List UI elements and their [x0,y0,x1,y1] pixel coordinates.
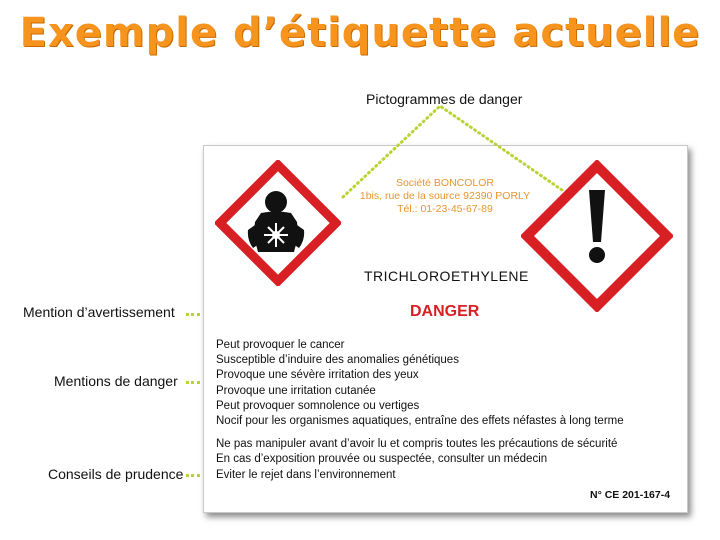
signal-word: DANGER [410,303,480,320]
company-address: 1bis, rue de la source 92390 PORLY [359,190,531,202]
health-hazard-pictogram [215,160,341,286]
company-phone: Tél.: 01-23-45-67-89 [397,203,493,215]
precautionary-statements-annotation: Conseils de prudence [48,466,184,482]
signal-word-annotation: Mention d’avertissement [23,304,175,320]
pictograms-annotation: Pictogrammes de danger [366,91,523,107]
hazard-statement: Peut provoquer somnolence ou vertiges [216,399,420,412]
hazard-statement: Provoque une sévère irritation des yeux [216,369,419,382]
hazard-statement: Peut provoquer le cancer [216,339,345,351]
page-title: Exemple d’étiquette actuelle [19,10,701,56]
hazard-statement: Nocif pour les organismes aquatiques, entraîne des effets néfastes à long terme [216,415,624,428]
substance-name: TRICHLOROETHYLENE [364,268,529,284]
ec-number: N° CE 201-167-4 [590,489,671,501]
precautionary-statement: Eviter le rejet dans l’environnement [216,468,396,481]
company-block [345,177,545,216]
precautionary-statement: Ne pas manipuler avant d’avoir lu et compris toutes les précautions de sécurité [216,438,618,451]
statements-block [216,338,682,483]
precautionary-statement: En cas d’exposition prouvée ou suspectée, consulter un médecin [216,453,548,466]
health-hazard-icon [215,160,341,286]
hazard-statement: Provoque une irritation cutanée [216,384,376,397]
hazard-statement: Susceptible d’induire des anomalies génétiques [216,354,459,367]
company-name: Société BONCOLOR [395,177,495,189]
hazard-statements-annotation: Mentions de danger [54,373,178,389]
